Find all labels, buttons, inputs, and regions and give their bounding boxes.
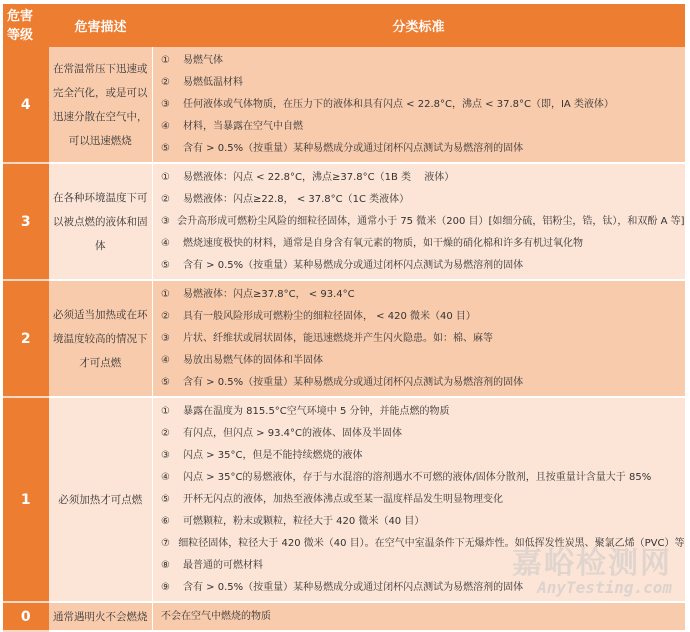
criteria-text: 含有 > 0.5%（按重量）某种易燃成分或通过闭杯闪点测试为易燃溶剂的固体 [183, 143, 524, 154]
criteria-item [153, 328, 685, 350]
header-hazard-description: 危害描述 [49, 4, 153, 47]
watermark-en: AnyTesting.com [537, 578, 672, 597]
criteria-text: 易燃液体：闪点≥22.8， < 37.8°C（1C 类液体） [183, 194, 410, 205]
criteria-number: ⑦ [161, 538, 170, 549]
criteria-item [153, 511, 685, 533]
criteria-number: ⑤ [161, 377, 170, 388]
criteria-item [153, 138, 685, 160]
criteria-text: 闪点 > 35°C的易燃液体，存于与水混溶的溶剂遇水不可燃的液体/固体分散剂，且按重量计含量大于 85% [183, 472, 652, 483]
header-classification-criteria: 分类标准 [153, 4, 685, 47]
criteria-number: ③ [161, 450, 170, 461]
hazard-description-cell: 在各种环境温度下可以被点燃的液体和固体 [49, 163, 153, 280]
criteria-text: 开杯无闪点的液体，加热至液体沸点或至某一温度样品发生明显物理变化 [183, 494, 503, 505]
hazard-description-cell: 在常温常压下迅速或完全汽化，或是可以迅速分散在空气中，可以迅速燃烧 [49, 47, 153, 163]
criteria-item [153, 72, 685, 94]
criteria-item [153, 284, 685, 306]
criteria-text: 闪点 > 35°C，但是不能持续燃烧的液体 [183, 450, 363, 461]
hazard-level-cell: 1 [3, 397, 49, 602]
hazard-description-cell: 必须适当加热或在环境温度较高的情况下才可点燃 [49, 280, 153, 397]
criteria-item [153, 350, 685, 372]
criteria-text: 含有 > 0.5%（按重量）某种易燃成分或通过闭杯闪点测试为易燃溶剂的固体 [183, 582, 524, 593]
criteria-text: 细粒径固体，粒径大于 420 微米（40 目）。在空气中室温条件下无爆炸性。如低挥发性炭黑、聚氯乙烯（PVC）等 [178, 538, 685, 549]
criteria-text: 易放出易燃气体的固体和半固体 [183, 355, 323, 366]
criteria-item [153, 306, 685, 328]
criteria-number: ④ [161, 355, 170, 366]
criteria-text: 易燃液体：闪点≥37.8°C， < 93.4°C [183, 289, 355, 300]
hazard-classification-table [3, 4, 685, 632]
criteria-number: ⑧ [161, 560, 170, 571]
table-header-row [3, 4, 685, 47]
criteria-number: ③ [161, 216, 170, 227]
criteria-item [153, 555, 685, 577]
criteria-item [153, 423, 685, 445]
criteria-item [153, 189, 685, 211]
criteria-number: ⑤ [161, 260, 170, 271]
classification-criteria-cell [153, 47, 685, 163]
criteria-text: 可燃颗粒，粉末或颗粒，粒径大于 420 微米（40 目） [183, 516, 425, 527]
criteria-item [153, 467, 685, 489]
header-hazard-level [3, 4, 49, 47]
header-level-line: 等级 [7, 27, 34, 43]
criteria-text: 会升高形成可燃粉尘风险的细粒径固体，通常小于 75 微米（200 目）[如细分硫，铝粉尘，锆，钛），和双酚 A 等] [177, 216, 685, 227]
criteria-text: 暴露在温度为 815.5°C空气环境中 5 分钟，并能点燃的物质 [183, 406, 450, 417]
criteria-item [153, 401, 685, 423]
criteria-text: 任何液体或气体物质，在压力下的液体和具有闪点 < 22.8°C，沸点 < 37.8°C（即，IA 类液体） [183, 99, 614, 110]
criteria-number: ① [161, 172, 170, 183]
classification-criteria-cell [153, 163, 685, 280]
criteria-text: 最普通的可燃材料 [183, 560, 263, 571]
table-body [3, 47, 685, 631]
criteria-number: ① [161, 406, 170, 417]
criteria-text: 含有 > 0.5%（按重量）某种易燃成分或通过闭杯闪点测试为易燃溶剂的固体 [183, 377, 524, 388]
criteria-number: ② [161, 194, 170, 205]
table-row [3, 163, 685, 280]
criteria-number: ② [161, 77, 170, 88]
criteria-number: ② [161, 311, 170, 322]
table-row [3, 280, 685, 397]
criteria-number: ⑤ [161, 494, 170, 505]
hazard-level-cell: 4 [3, 47, 49, 163]
criteria-text: 有闪点，但闪点 > 93.4°C的液体、固体及半固体 [183, 428, 402, 439]
criteria-item [153, 211, 685, 233]
criteria-item [153, 233, 685, 255]
criteria-number: ① [161, 55, 170, 66]
criteria-number: ④ [161, 472, 170, 483]
criteria-number: ④ [161, 238, 170, 249]
criteria-text: 材料，当暴露在空气中自燃 [183, 121, 303, 132]
classification-criteria-cell [153, 397, 685, 602]
criteria-text: 具有一般风险形成可燃粉尘的细粒径固体， < 420 微米（40 目） [183, 311, 476, 322]
criteria-item [153, 50, 685, 72]
criteria-text: 易燃气体 [183, 55, 223, 66]
criteria-text: 易燃液体：闪点 < 22.8°C，沸点≥37.8°C（1B 类 液体） [183, 172, 455, 183]
criteria-item [153, 489, 685, 511]
criteria-item [153, 116, 685, 138]
criteria-item [153, 577, 685, 599]
header-level-line: 危害 [7, 8, 34, 24]
criteria-number: ⑤ [161, 143, 170, 154]
criteria-number: ⑥ [161, 516, 170, 527]
criteria-text: 易燃低温材料 [183, 77, 243, 88]
criteria-number: ③ [161, 99, 170, 110]
criteria-item [153, 94, 685, 116]
criteria-text: 燃烧速度极快的材料，通常是自身含有氧元素的物质，如干燥的硝化棉和许多有机过氧化物 [183, 238, 583, 249]
table-row [3, 602, 685, 631]
criteria-number: ① [161, 289, 170, 300]
table-row [3, 397, 685, 602]
criteria-item [153, 167, 685, 189]
table-row [3, 47, 685, 163]
hazard-description-cell: 通常遇明火不会燃烧 [49, 602, 153, 631]
criteria-item [153, 533, 685, 555]
hazard-description-cell: 必须加热才可点燃 [49, 397, 153, 602]
criteria-number: ③ [161, 333, 170, 344]
criteria-number: ④ [161, 121, 170, 132]
criteria-item [153, 445, 685, 467]
classification-criteria-cell [153, 280, 685, 397]
criteria-number: ⑨ [161, 582, 170, 593]
hazard-level-cell: 3 [3, 163, 49, 280]
classification-criteria-cell: 不会在空气中燃烧的物质 [153, 602, 685, 631]
criteria-item [153, 372, 685, 394]
hazard-level-cell: 0 [3, 602, 49, 631]
criteria-text: 含有 > 0.5%（按重量）某种易燃成分或通过闭杯闪点测试为易燃溶剂的固体 [183, 260, 524, 271]
criteria-number: ② [161, 428, 170, 439]
watermark-cn: 嘉峪检测网 [512, 546, 672, 581]
hazard-level-cell: 2 [3, 280, 49, 397]
criteria-item [153, 255, 685, 277]
criteria-text: 片状、纤维状或屑状固体，能迅速燃烧并产生闪火隐患。如：棉、麻等 [183, 333, 493, 344]
